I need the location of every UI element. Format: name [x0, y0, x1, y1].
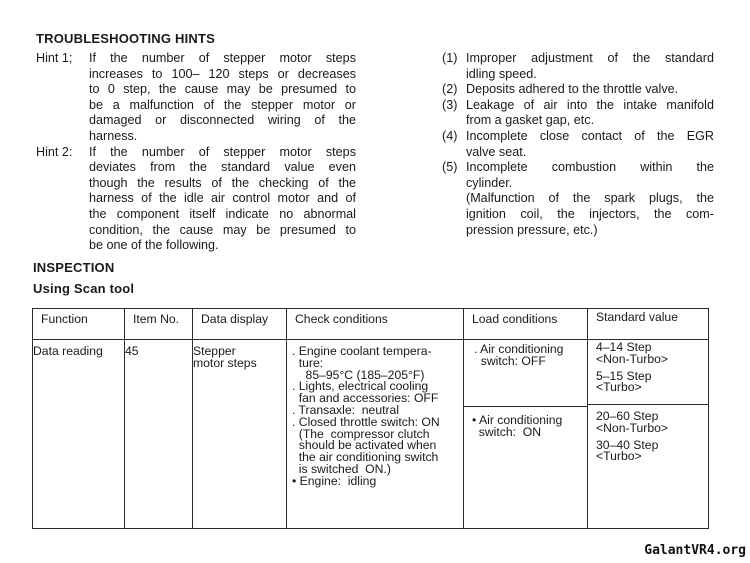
hint-line: increases to 100– 120 steps or decreases — [89, 66, 356, 81]
cell-function: Data reading — [33, 340, 125, 529]
check-condition-line: ture: — [292, 355, 324, 370]
check-condition-line: . Engine coolant tempera- — [292, 344, 432, 358]
hint-line: be a malfunction of the stepper motor or — [89, 97, 356, 112]
table-header-row — [33, 309, 709, 340]
cause-line: cylinder. — [466, 175, 513, 190]
check-condition-line: . Lights, electrical cooling — [292, 379, 429, 394]
cause-line: from a gasket gap, etc. — [466, 113, 595, 128]
check-condition-line: . Transaxle: neutral — [292, 402, 400, 417]
cause-line: ignition coil, the injectors, the com- — [466, 206, 714, 221]
hint-line: deviates from the standard value even — [89, 160, 356, 175]
scan-tool-table — [32, 308, 709, 529]
inspection-title: INSPECTION — [33, 260, 115, 275]
cause-item — [442, 51, 714, 82]
table-row — [33, 340, 709, 529]
hint-line: condition, the cause may be presumed to — [89, 222, 356, 237]
hint-line: If the number of stepper motor steps — [89, 51, 356, 65]
load-line: switch: OFF — [474, 353, 546, 368]
standard-values-ac-on — [588, 405, 708, 463]
standard-values-ac-off — [588, 340, 708, 405]
cause-line: pression pressure, etc.) — [466, 222, 598, 237]
check-condition-line: • Engine: idling — [292, 473, 377, 488]
hint-line: If the number of stepper motor steps — [89, 144, 356, 159]
cause-line: Leakage of air into the intake manifold — [466, 97, 714, 112]
standard-value-line: 20–60 Step — [596, 409, 659, 423]
cell-data-display — [193, 340, 287, 529]
cause-line: Improper adjustment of the standard — [466, 51, 714, 65]
header-check-conditions: Check conditions — [287, 309, 464, 340]
cause-line: idling speed. — [466, 66, 537, 81]
inspection-subtitle: Using Scan tool — [33, 281, 135, 296]
cause-item — [442, 98, 714, 129]
header-function: Function — [33, 309, 125, 340]
standard-value-line: 4–14 Step — [596, 340, 652, 354]
check-condition-line: the air conditioning switch — [292, 450, 439, 465]
check-condition-line: . Closed throttle switch: ON — [292, 414, 440, 429]
cell-load-conditions — [464, 340, 588, 529]
header-item-no: Item No. — [125, 309, 193, 340]
hint-line: be one of the following. — [89, 238, 219, 253]
load-line: . Air conditioning — [474, 342, 564, 356]
hint-2-text — [89, 145, 356, 254]
hint-2-label: Hint 2: — [36, 144, 73, 159]
cause-number: (1) — [442, 51, 458, 65]
cause-item — [442, 129, 714, 160]
hint-1 — [36, 51, 356, 145]
hint-line: damaged or disconnected wiring of the — [89, 113, 356, 128]
cell-standard-value — [588, 340, 709, 529]
load-condition-ac-off — [464, 340, 587, 407]
cause-line: valve seat. — [466, 144, 527, 159]
cause-line: (Malfunction of the spark plugs, the — [466, 191, 714, 206]
standard-value-line: <Turbo> — [596, 449, 642, 464]
causes-list — [442, 51, 714, 238]
header-standard-value: Standard value — [588, 309, 709, 340]
hint-line: though the results of the checking of the — [89, 175, 356, 190]
standard-value-line: 5–15 Step — [596, 368, 652, 383]
cause-number: (4) — [442, 128, 458, 143]
cause-line: Deposits adhered to the throttle valve. — [466, 82, 679, 97]
standard-value-line: <Non-Turbo> — [596, 420, 669, 435]
troubleshooting-title: TROUBLESHOOTING HINTS — [36, 31, 215, 46]
check-condition-line: (The compressor clutch — [292, 426, 430, 441]
cause-line: Incomplete combustion within the — [466, 160, 714, 175]
cause-item — [442, 82, 714, 98]
load-condition-ac-on — [464, 407, 587, 439]
cause-number: (5) — [442, 160, 458, 175]
hint-2 — [36, 145, 356, 254]
load-line: • Air conditioning — [472, 413, 563, 427]
watermark: GalantVR4.org — [644, 543, 746, 559]
standard-value-line: <Non-Turbo> — [596, 351, 669, 366]
header-data-display: Data display — [193, 309, 287, 340]
cause-item — [442, 160, 714, 238]
cause-number: (2) — [442, 82, 458, 97]
check-condition-line: is switched ON.) — [292, 461, 391, 476]
header-load-conditions: Load conditions — [464, 309, 588, 340]
hint-line: to 0 step, the cause may be presumed to — [89, 82, 356, 97]
cell-item-no: 45 — [125, 340, 193, 529]
hint-1-text — [89, 51, 356, 145]
hint-line: harness. — [89, 128, 138, 143]
data-display-line: Stepper — [193, 344, 236, 358]
check-condition-line: fan and accessories: OFF — [292, 391, 439, 406]
hints-column — [36, 51, 356, 254]
hint-line: the component itself indicate no abnormal — [89, 206, 356, 221]
cause-line: Incomplete close contact of the EGR — [466, 128, 714, 143]
check-condition-line: 85–95°C (185–205°F) — [292, 367, 425, 382]
standard-value-line: 30–40 Step — [596, 437, 659, 452]
data-display-line: motor steps — [193, 355, 257, 370]
hint-1-label: Hint 1; — [36, 51, 73, 65]
cause-number: (3) — [442, 97, 458, 112]
standard-value-line: <Turbo> — [596, 380, 642, 395]
cell-check-conditions — [287, 340, 464, 529]
load-line: switch: ON — [472, 424, 542, 439]
check-condition-line: should be activated when — [292, 438, 437, 453]
hint-line: harness of the idle air control motor and of — [89, 191, 356, 206]
